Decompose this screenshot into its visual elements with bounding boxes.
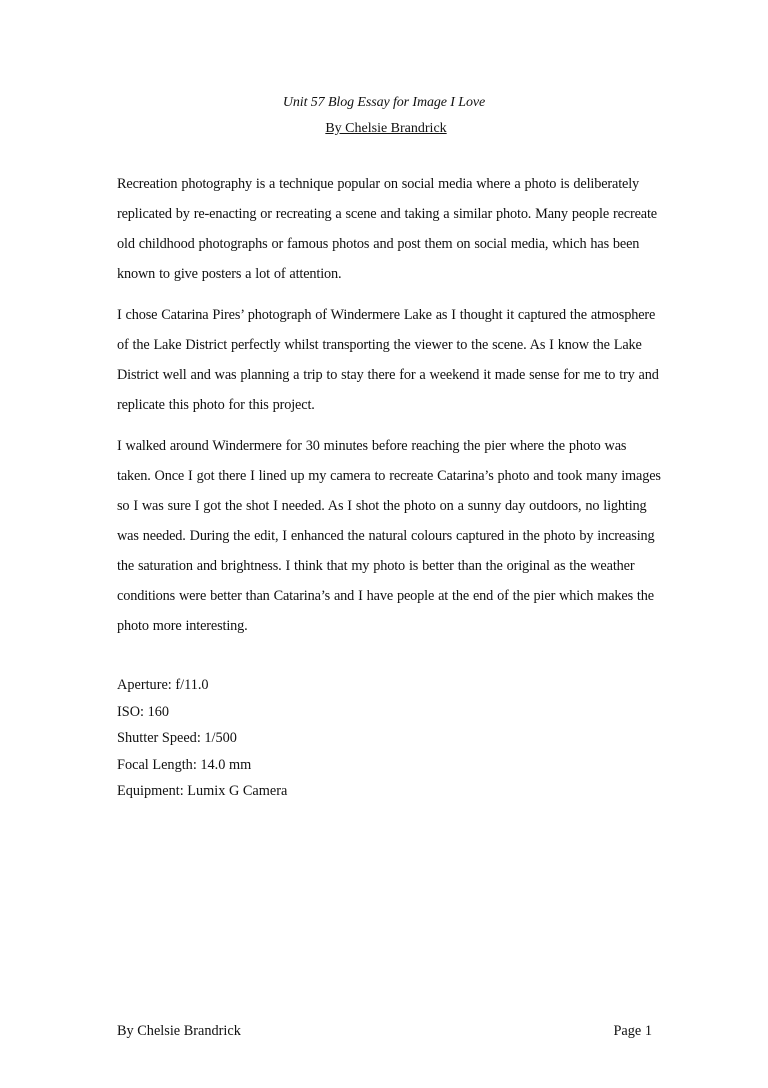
- spec-aperture: Aperture: f/11.0: [117, 677, 209, 693]
- spec-focal-length: Focal Length: 14.0 mm: [117, 756, 252, 773]
- paragraph-process: I walked around Windermere for 30 minutes before reaching the pier where the photo was taken. Once I got there I lined up my camera to recreate Catarina’s photo and took many images so I was sure I got the shot I needed. As I shot the photo on a sunny day outdoors, no lighting was needed. During the edit, I enhanced the natural colours captured in the photo by increasing the saturation and brightness. I think that my photo is better than the original as the weather conditions were better than Catarina’s and I have people at the end of the pier which makes the photo more interesting.: [117, 438, 661, 634]
- spec-equipment: Equipment: Lumix G Camera: [117, 783, 288, 799]
- essay-title: Unit 57 Blog Essay for Image I Love: [282, 95, 486, 110]
- paragraph-choice: I chose Catarina Pires’ photograph of Windermere Lake as I thought it captured the atmosphere of the Lake District perfectly whilst transporting the viewer to the scene. As I know the Lake District well and was planning a trip to stay there for a weekend it made sense for me to try and replicate this photo for this project.: [117, 307, 659, 413]
- spec-shutter-speed: Shutter Speed: 1/500: [117, 730, 237, 746]
- footer-page-number: Page 1: [613, 1023, 652, 1039]
- spec-iso: ISO: 160: [117, 703, 170, 720]
- paragraph-intro: Recreation photography is a technique popular on social media where a photo is deliberately replicated by re-enacting or recreating a scene and taking a similar photo. Many people recreate old childhood photographs or famous photos and post them on social media, which has been known to give posters a lot of attention.: [117, 176, 657, 282]
- author-line: By Chelsie Brandrick: [325, 121, 447, 136]
- footer-author: By Chelsie Brandrick: [117, 1023, 241, 1039]
- camera-specs-list: [117, 672, 287, 805]
